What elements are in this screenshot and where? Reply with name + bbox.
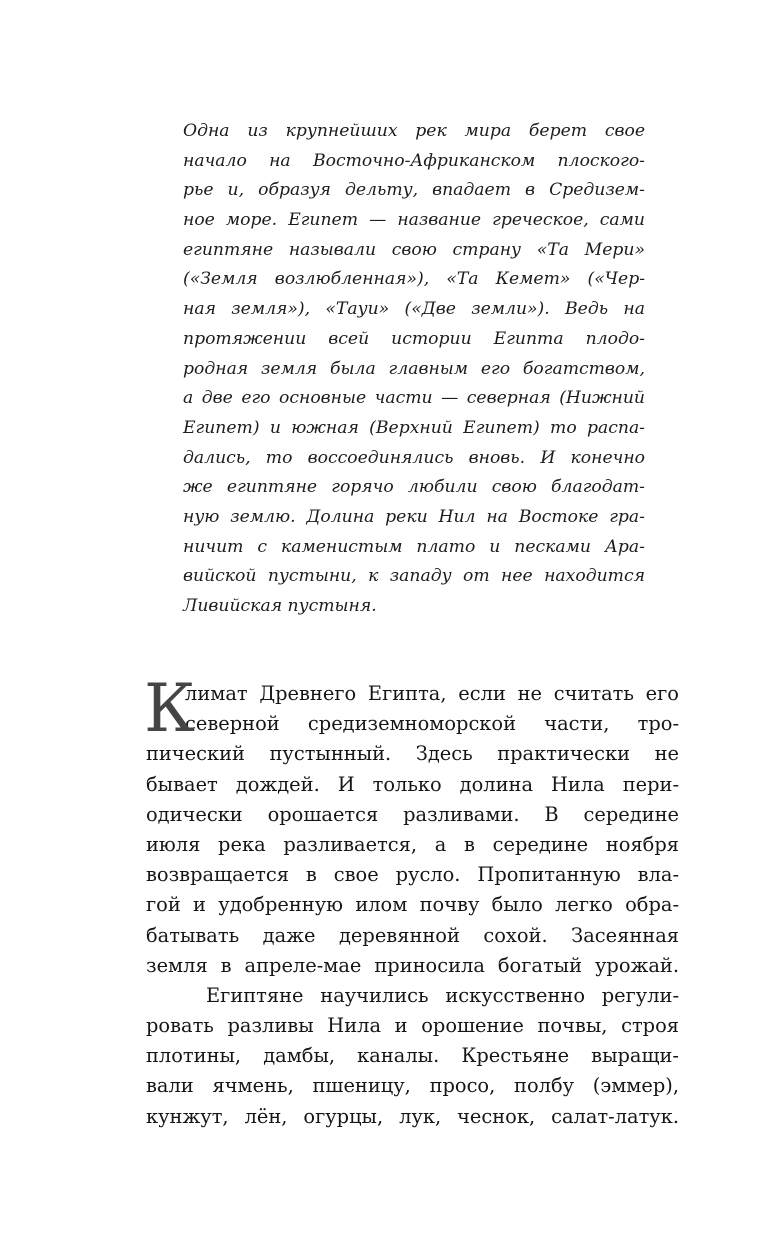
epigraph-line: Ливийская пустыня.: [183, 596, 377, 616]
epigraph-line: рье и, образуя дельту, впадает в Средизем-: [183, 180, 645, 201]
body-line: возвращается в свое русло. Пропитанную вла-: [146, 863, 679, 887]
body-line: июля река разливается, а в середине ноября: [146, 832, 679, 856]
body-line: лимат Древнего Египта, если не считать его: [185, 682, 679, 705]
body-line: одически орошается разливами. В середине: [146, 802, 679, 826]
body-line: батывать даже деревянной сохой. Засеянная: [146, 923, 679, 947]
body-line: бывает дождей. И только долина Нила пери-: [146, 772, 679, 796]
epigraph-line: египтяне называли свою страну «Та Мери»: [183, 239, 645, 260]
drop-cap: К: [144, 670, 196, 747]
epigraph-line: протяжении всей истории Египта плодо-: [183, 328, 645, 349]
epigraph-line: («Земля возлюбленная»), «Та Кемет» («Чер-: [183, 269, 645, 290]
body-line: гой и удобренную илом почву было легко обра-: [146, 893, 679, 917]
epigraph-line: а две его основные части — северная (Нижний: [183, 388, 645, 409]
body-paragraphs: [144, 670, 679, 1132]
epigraph-line: ное море. Египет — название греческое, сами: [183, 210, 645, 231]
body-line: вали ячмень, пшеницу, просо, полбу (эммер),: [146, 1074, 679, 1098]
body-line: земля в апреле-мае приносила богатый урожай.: [146, 953, 679, 977]
epigraph-line: вийской пустыни, к западу от нее находится: [183, 566, 645, 587]
body-line: ровать разливы Нила и орошение почвы, строя: [146, 1014, 679, 1038]
epigraph-line: ничит с каменистым плато и песками Ара-: [183, 536, 645, 557]
italic-epigraph: [183, 117, 645, 622]
epigraph-line: Египет) и южная (Верхний Египет) то распа-: [183, 417, 645, 438]
body-line: Египтяне научились искусственно регули-: [206, 983, 679, 1007]
epigraph-line: Одна из крупнейших рек мира берет свое: [183, 121, 645, 141]
body-line: пический пустынный. Здесь практически не: [146, 742, 679, 766]
body-line: кунжут, лён, огурцы, лук, чеснок, салат-латук.: [146, 1104, 679, 1128]
epigraph-line: же египтяне горячо любили свою благодат-: [183, 477, 645, 498]
body-line: плотины, дамбы, каналы. Крестьяне выращи-: [146, 1044, 679, 1068]
body-line: северной средиземноморской части, тро-: [185, 712, 679, 736]
epigraph-line: дались, то воссоединялись вновь. И конечно: [183, 447, 645, 468]
epigraph-line: ную землю. Долина реки Нил на Востоке гра-: [183, 506, 645, 527]
epigraph-line: начало на Восточно-Африканском плоского-: [183, 150, 645, 171]
epigraph-line: родная земля была главным его богатством,: [183, 358, 645, 379]
epigraph-line: ная земля»), «Тауи» («Две земли»). Ведь на: [183, 299, 645, 320]
